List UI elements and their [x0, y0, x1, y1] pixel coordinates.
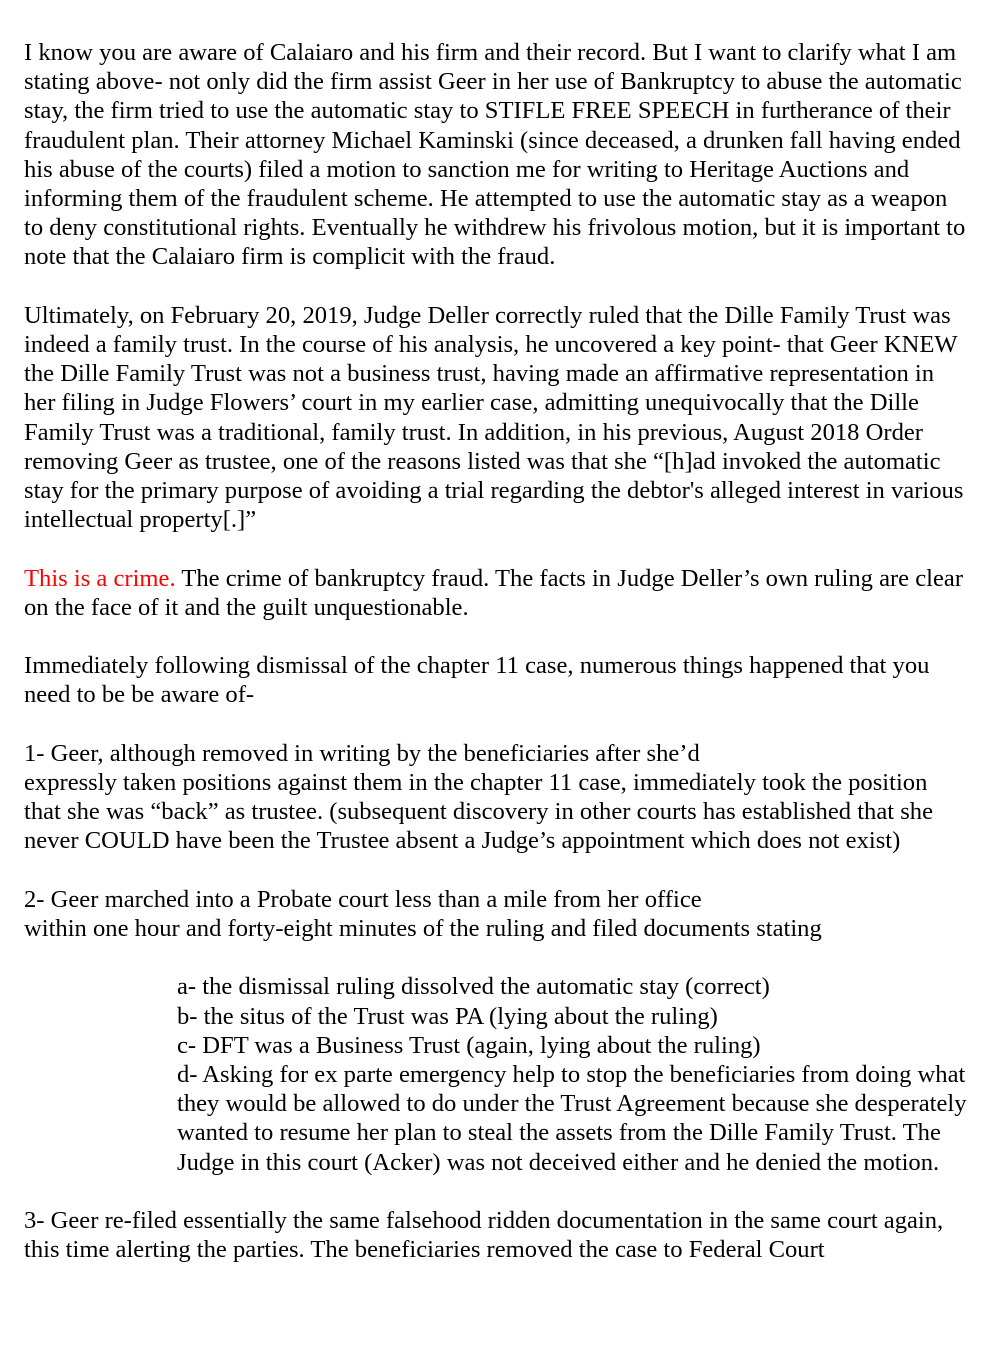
crime-statement-text: The crime of bankruptcy fraud. The facts in Judge Deller’s own ruling are clear on the face of it and the guilt unquestionable.	[24, 564, 964, 621]
sub-list	[177, 972, 969, 1176]
list-item-1-first-line: 1- Geer, although removed in writing by the beneficiaries after she’d	[24, 739, 700, 767]
sub-list-item-d: d- Asking for ex parte emergency help to stop the beneficiaries from doing what they would be allowed to do under the Trust Agreement because she desperately wanted to resume her plan to steal the assets from the Dille Family Trust. The Judge in this court (Acker) was not deceived either and he denied the motion.	[177, 1061, 967, 1176]
sub-list-item-a: a- the dismissal ruling dissolved the automatic stay (correct)	[177, 973, 770, 1001]
list-item-1-continuation: expressly taken positions against them in the chapter 11 case, immediately took the position that she was “back” as trustee. (subsequent discovery in other courts has established that she never COULD have been the Trustee absent a Judge’s appointment which does not exist)	[24, 769, 934, 855]
sub-list-item-b: b- the situs of the Trust was PA (lying about the ruling)	[177, 1002, 718, 1030]
list-item-2	[24, 885, 969, 943]
paragraph-spacer	[24, 1177, 969, 1206]
paragraph-spacer	[24, 534, 969, 563]
list-item-2-first-line: 2- Geer marched into a Probate court less than a mile from her office	[24, 885, 702, 913]
paragraph-judge-deller-ruling: Ultimately, on February 20, 2019, Judge Deller correctly ruled that the Dille Family Trust was indeed a family trust. In the course of his analysis, he uncovered a key point- that Geer KNEW the Dille Family Trust was not a business trust, having made an affirmative representation in her filing in Judge Flowers’ court in my earlier case, admitting unequivocally that the Dille Family Trust was a traditional, family trust. In addition, in his previous, August 2018 Order removing Geer as trustee, one of the reasons listed was that she “[h]ad invoked the automatic stay for the primary purpose of avoiding a trial regarding the debtor's alleged interest in various intellectual property[.]”	[24, 301, 964, 534]
paragraph-crime-statement	[24, 564, 969, 622]
paragraph-calaiaro-firm: I know you are aware of Calaiaro and his firm and their record. But I want to clarify what I am stating above- not only did the firm assist Geer in her use of Bankruptcy to abuse the automatic stay, the firm tried to use the automatic stay to STIFLE FREE SPEECH in furtherance of their fraudulent plan. Their attorney Michael Kaminski (since deceased, a drunken fall having ended his abuse of the courts) filed a motion to sanction me for writing to Heritage Auctions and informing them of the fraudulent scheme. He attempted to use the automatic stay as a weapon to deny constitutional rights. Eventually he withdrew his frivolous motion, but it is important to note that the Calaiaro firm is complicit with the fraud.	[24, 39, 966, 271]
paragraph-spacer	[24, 272, 969, 301]
paragraph-spacer	[24, 943, 969, 972]
sub-list-item-c: c- DFT was a Business Trust (again, lying about the ruling)	[177, 1031, 761, 1059]
document-page	[24, 38, 969, 1264]
list-item-1	[24, 739, 969, 856]
paragraph-spacer	[24, 856, 969, 885]
list-item-2-second-line: within one hour and forty-eight minutes of the ruling and filed documents stating	[24, 915, 822, 943]
list-item-3: 3- Geer re-filed essentially the same falsehood ridden documentation in the same court again, this time alerting the parties. The beneficiaries removed the case to Federal Court	[24, 1207, 944, 1264]
paragraph-spacer	[24, 622, 969, 651]
paragraph-dismissal-intro: Immediately following dismissal of the chapter 11 case, numerous things happened that you need to be be aware of-	[24, 652, 930, 709]
crime-emphasis-text: This is a crime.	[24, 564, 176, 592]
paragraph-spacer	[24, 710, 969, 739]
